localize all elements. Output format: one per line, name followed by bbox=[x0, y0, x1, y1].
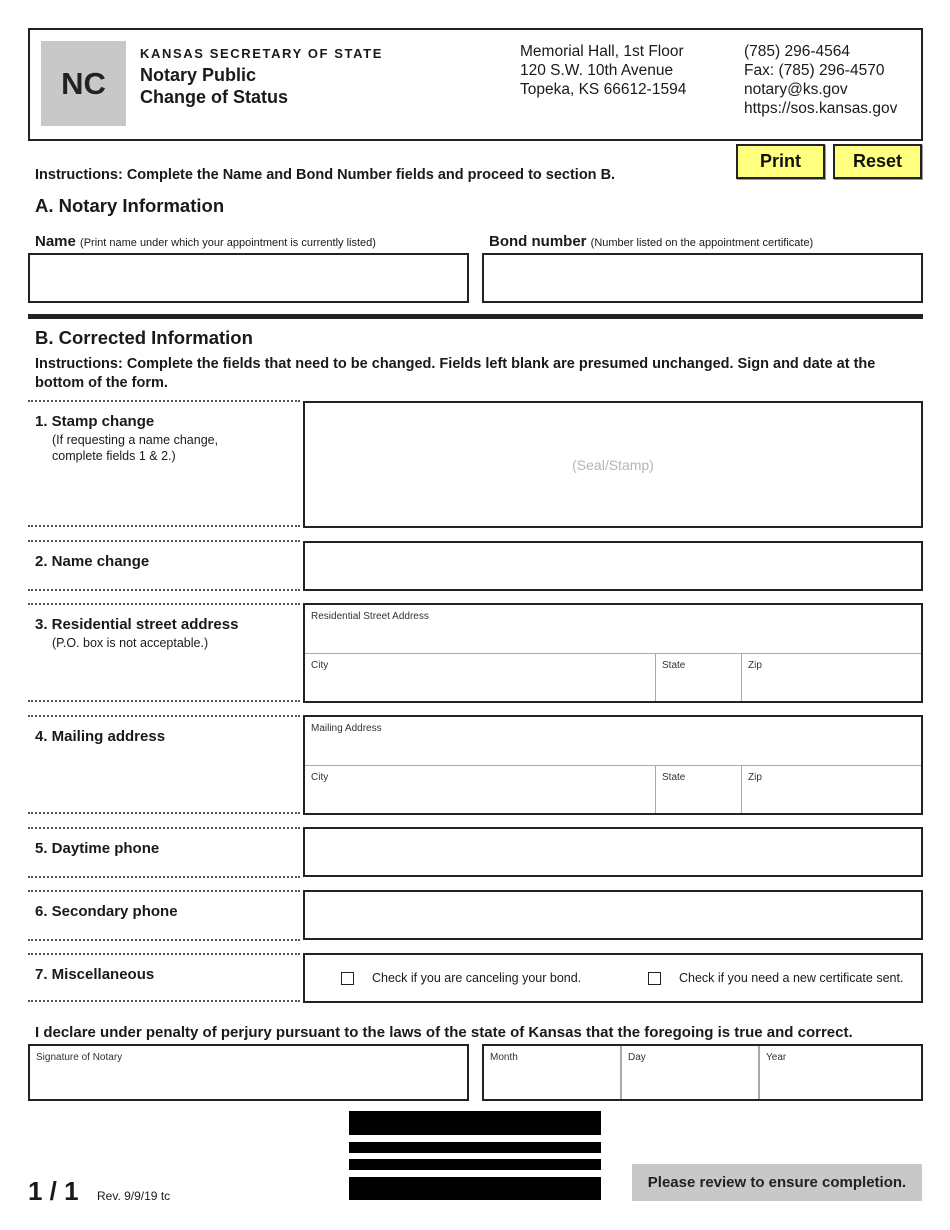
stamp-change-title: 1. Stamp change bbox=[35, 413, 155, 430]
dotted-divider bbox=[28, 890, 300, 892]
perjury-declaration: I declare under penalty of perjury pursuant to the laws of the state of Kansas that the foregoing is true and correct. bbox=[35, 1024, 853, 1041]
dotted-divider bbox=[28, 400, 300, 402]
barcode-bar bbox=[349, 1111, 601, 1135]
agency-name: KANSAS SECRETARY OF STATE bbox=[140, 46, 383, 61]
seal-stamp-area[interactable] bbox=[303, 401, 923, 528]
signature-label: Signature of Notary bbox=[36, 1052, 123, 1063]
dotted-divider bbox=[28, 876, 300, 878]
dotted-divider bbox=[28, 525, 300, 527]
date-block bbox=[482, 1044, 923, 1101]
bond-hint: (Number listed on the appointment certificate) bbox=[590, 237, 814, 249]
mailing-city-label: City bbox=[311, 772, 329, 783]
residential-city-label: City bbox=[311, 660, 329, 671]
seal-stamp-placeholder: (Seal/Stamp) bbox=[572, 456, 654, 473]
residential-state-cell[interactable] bbox=[656, 654, 742, 701]
new-certificate-checkbox[interactable] bbox=[648, 972, 661, 985]
dotted-divider bbox=[28, 540, 300, 542]
cancel-bond-text: Check if you are canceling your bond. bbox=[372, 971, 582, 985]
new-certificate-text: Check if you need a new certificate sent. bbox=[679, 971, 904, 985]
dotted-divider bbox=[28, 603, 300, 605]
address-line: 120 S.W. 10th Avenue bbox=[520, 62, 674, 79]
form-title-line-2: Change of Status bbox=[140, 87, 289, 107]
dotted-divider bbox=[28, 715, 300, 717]
daytime-phone-label: 5. Daytime phone bbox=[35, 840, 160, 857]
revision-date: Rev. 9/9/19 tc bbox=[97, 1189, 171, 1203]
mailing-zip-label: Zip bbox=[748, 772, 762, 783]
reset-button[interactable]: Reset bbox=[833, 144, 922, 179]
residential-street-cell[interactable] bbox=[305, 605, 921, 654]
form-title bbox=[140, 64, 288, 108]
cancel-bond-option[interactable] bbox=[341, 971, 581, 985]
year-label: Year bbox=[766, 1052, 787, 1063]
residential-city-cell[interactable] bbox=[305, 654, 656, 701]
mailing-street-cell[interactable] bbox=[305, 717, 921, 766]
barcode-bar bbox=[349, 1177, 601, 1200]
residential-address-note: (P.O. box is not acceptable.) bbox=[52, 636, 209, 650]
miscellaneous-label: 7. Miscellaneous bbox=[35, 966, 155, 983]
mailing-address-block bbox=[303, 715, 923, 815]
section-divider bbox=[28, 314, 923, 319]
section-a-instructions: Instructions: Complete the Name and Bond Number fields and proceed to section B. bbox=[35, 167, 616, 183]
dotted-divider bbox=[28, 939, 300, 941]
residential-zip-label: Zip bbox=[748, 660, 762, 671]
stamp-change-note-2: complete fields 1 & 2.) bbox=[52, 449, 176, 463]
office-contact bbox=[744, 42, 897, 118]
name-change-input[interactable] bbox=[303, 541, 923, 591]
name-hint: (Print name under which your appointment is currently listed) bbox=[80, 237, 376, 249]
day-label: Day bbox=[628, 1052, 646, 1063]
form-code-badge: NC bbox=[41, 41, 126, 126]
notary-name-input[interactable] bbox=[28, 253, 469, 303]
miscellaneous-block bbox=[303, 953, 923, 1003]
mailing-zip-cell[interactable] bbox=[742, 766, 921, 813]
print-button[interactable]: Print bbox=[736, 144, 825, 179]
bond-field-label bbox=[489, 233, 813, 250]
phone-number: (785) 296-4564 bbox=[744, 43, 850, 60]
mailing-address-label: 4. Mailing address bbox=[35, 728, 166, 745]
office-address bbox=[520, 42, 686, 99]
section-a-title: A. Notary Information bbox=[35, 195, 225, 216]
barcode-bar bbox=[349, 1159, 601, 1170]
residential-state-label: State bbox=[662, 660, 686, 671]
website-url: https://sos.kansas.gov bbox=[744, 100, 898, 117]
cancel-bond-checkbox[interactable] bbox=[341, 972, 354, 985]
signature-field[interactable] bbox=[28, 1044, 469, 1101]
section-b-title: B. Corrected Information bbox=[35, 327, 253, 348]
new-certificate-option[interactable] bbox=[648, 971, 903, 985]
section-b-instructions: Instructions: Complete the fields that need to be changed. Fields left blank are presumed unchanged. Sign and date at the bottom of the form. bbox=[35, 356, 876, 391]
name-change-label: 2. Name change bbox=[35, 553, 150, 570]
dotted-divider bbox=[28, 589, 300, 591]
stamp-change-note-1: (If requesting a name change, bbox=[52, 433, 219, 447]
dotted-divider bbox=[28, 953, 300, 955]
address-line: Memorial Hall, 1st Floor bbox=[520, 43, 684, 60]
secondary-phone-label: 6. Secondary phone bbox=[35, 903, 178, 920]
review-notice: Please review to ensure completion. bbox=[632, 1164, 922, 1201]
daytime-phone-input[interactable] bbox=[303, 827, 923, 877]
residential-address-label bbox=[35, 616, 238, 651]
mailing-state-cell[interactable] bbox=[656, 766, 742, 813]
secondary-phone-input[interactable] bbox=[303, 890, 923, 940]
residential-address-block bbox=[303, 603, 923, 703]
barcode-bar bbox=[349, 1142, 601, 1153]
email-address: notary@ks.gov bbox=[744, 81, 848, 98]
month-field[interactable] bbox=[484, 1046, 622, 1099]
residential-address-title: 3. Residential street address bbox=[35, 616, 239, 633]
name-label: Name bbox=[35, 233, 76, 250]
dotted-divider bbox=[28, 1000, 300, 1002]
year-field[interactable] bbox=[760, 1046, 921, 1099]
address-line: Topeka, KS 66612-1594 bbox=[520, 81, 687, 98]
mailing-street-label: Mailing Address bbox=[311, 723, 382, 734]
form-title-line-1: Notary Public bbox=[140, 65, 257, 85]
mailing-state-label: State bbox=[662, 772, 686, 783]
page-number: 1 / 1 bbox=[28, 1176, 79, 1206]
name-field-label bbox=[35, 233, 376, 250]
month-label: Month bbox=[490, 1052, 518, 1063]
residential-zip-cell[interactable] bbox=[742, 654, 921, 701]
day-field[interactable] bbox=[622, 1046, 760, 1099]
bond-label: Bond number bbox=[489, 233, 587, 250]
residential-street-label: Residential Street Address bbox=[311, 611, 429, 622]
stamp-change-label bbox=[35, 413, 218, 464]
dotted-divider bbox=[28, 812, 300, 814]
fax-number: Fax: (785) 296-4570 bbox=[744, 62, 885, 79]
mailing-city-cell[interactable] bbox=[305, 766, 656, 813]
bond-number-input[interactable] bbox=[482, 253, 923, 303]
dotted-divider bbox=[28, 827, 300, 829]
dotted-divider bbox=[28, 700, 300, 702]
